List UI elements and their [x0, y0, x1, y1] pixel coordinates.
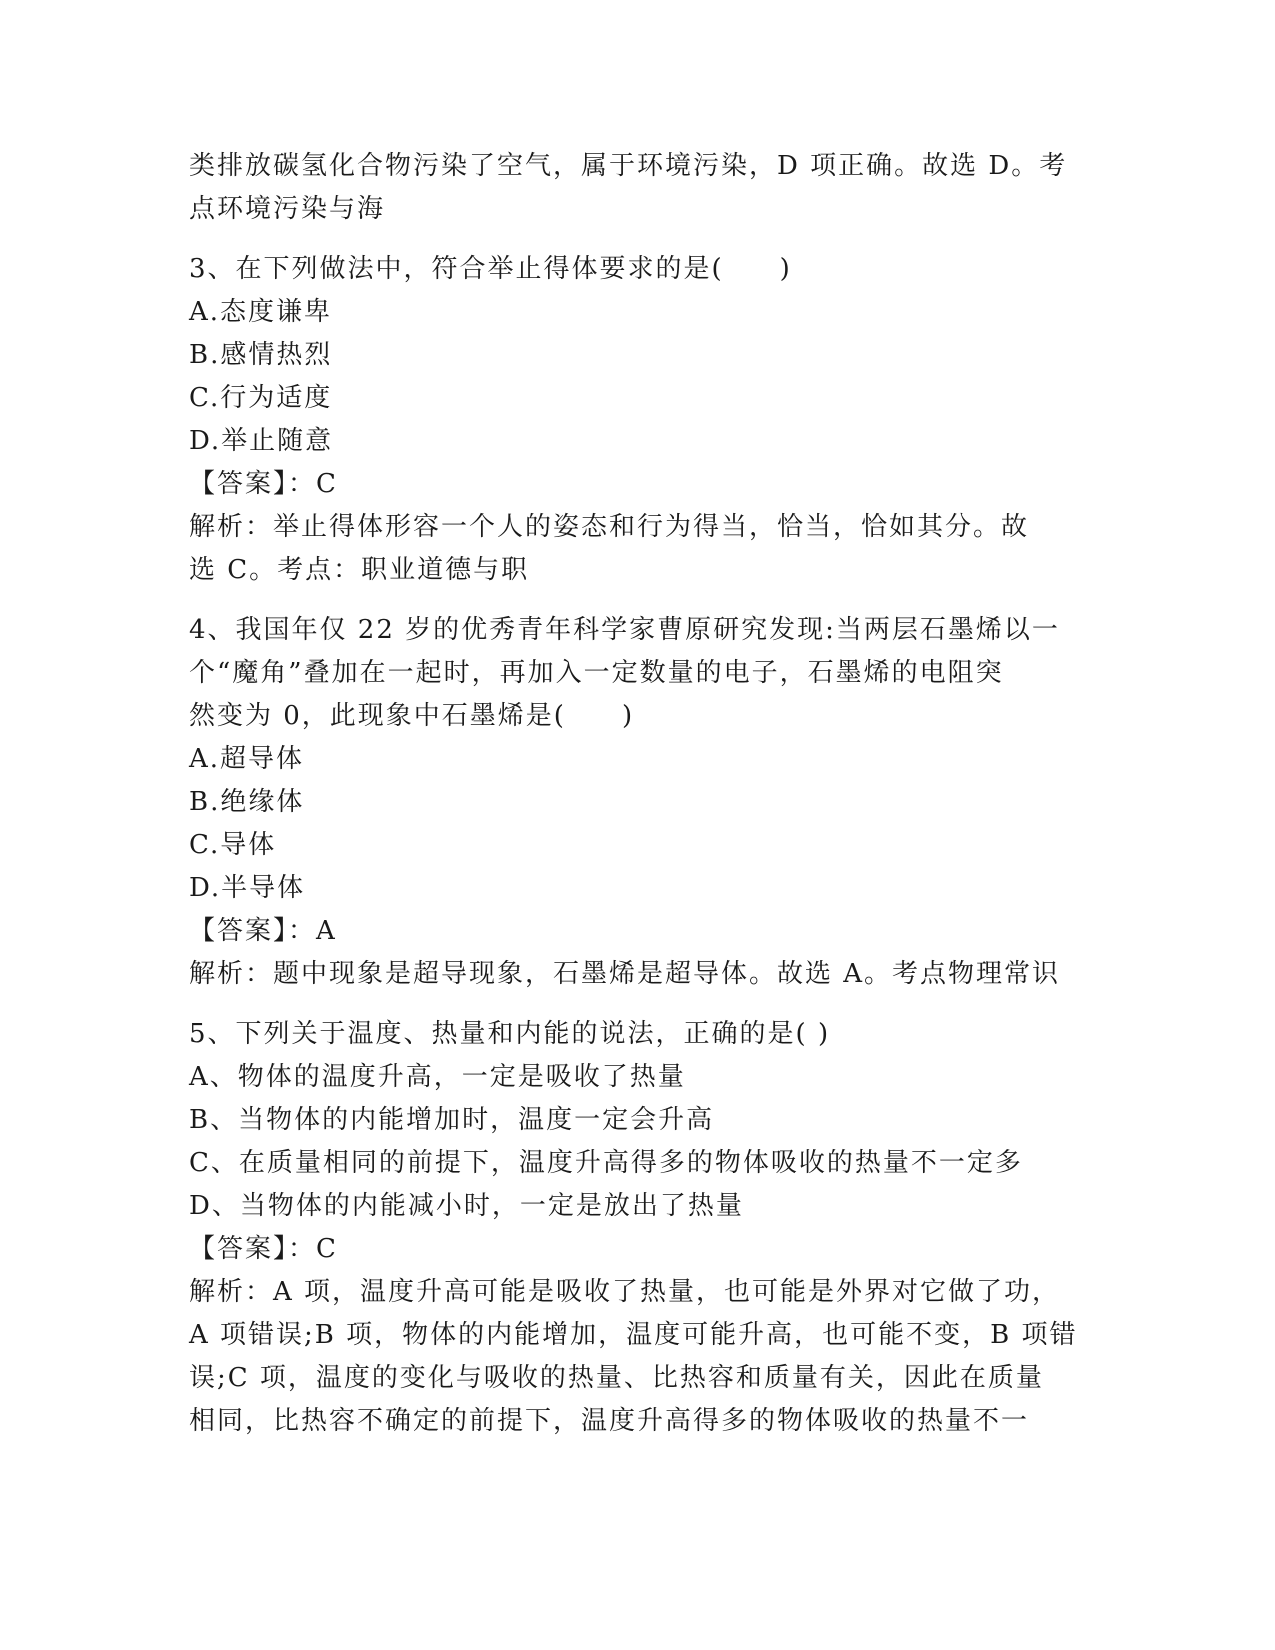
answer-line: 【答案】：C — [189, 1234, 338, 1264]
explanation-line: 误;C 项，温度的变化与吸收的热量、比热容和质量有关，因此在质量 — [189, 1363, 1044, 1393]
question-stem: 个“魔角”叠加在一起时，再加入一定数量的电子，石墨烯的电阻突 — [189, 658, 1004, 688]
option-a: A.态度谦卑 — [189, 297, 333, 327]
question-3 — [189, 248, 1089, 592]
option-c: C、在质量相同的前提下，温度升高得多的物体吸收的热量不一定多 — [189, 1148, 1023, 1178]
option-d: D.半导体 — [189, 873, 306, 903]
question-4 — [189, 609, 1089, 996]
question-5 — [189, 1013, 1089, 1443]
option-b: B、当物体的内能增加时，温度一定会升高 — [189, 1105, 715, 1135]
question-stem: 5、下列关于温度、热量和内能的说法，正确的是( ) — [189, 1019, 831, 1049]
explanation-line: 解析：举止得体形容一个人的姿态和行为得当，恰当，恰如其分。故 — [189, 512, 1030, 542]
option-c: C.行为适度 — [189, 383, 333, 413]
explanation-line: 类排放碳氢化合物污染了空气，属于环境污染，D 项正确。故选 D。考 — [189, 151, 1068, 181]
option-d: D.举止随意 — [189, 426, 334, 456]
option-d: D、当物体的内能减小时，一定是放出了热量 — [189, 1191, 744, 1221]
option-a: A、物体的温度升高，一定是吸收了热量 — [189, 1062, 686, 1092]
option-a: A.超导体 — [189, 744, 305, 774]
option-b: B.感情热烈 — [189, 340, 333, 370]
explanation-line: 选 C。考点：职业道德与职 — [189, 555, 530, 585]
text-block-previous-explanation — [189, 145, 1089, 231]
explanation-line: 点环境污染与海 — [189, 194, 386, 224]
explanation-line: 解析：题中现象是超导现象，石墨烯是超导体。故选 A。考点物理常识 — [189, 959, 1061, 989]
answer-line: 【答案】：C — [189, 469, 338, 499]
question-stem: 然变为 0，此现象中石墨烯是( ) — [189, 701, 635, 731]
document-page — [189, 145, 1089, 1443]
answer-line: 【答案】：A — [189, 916, 337, 946]
explanation-line: A 项错误;B 项，物体的内能增加，温度可能升高，也可能不变，B 项错 — [189, 1320, 1078, 1350]
option-c: C.导体 — [189, 830, 277, 860]
explanation-line: 相同，比热容不确定的前提下，温度升高得多的物体吸收的热量不一 — [189, 1406, 1030, 1436]
question-stem: 3、在下列做法中，符合举止得体要求的是( ) — [189, 254, 792, 284]
option-b: B.绝缘体 — [189, 787, 305, 817]
explanation-line: 解析：A 项，温度升高可能是吸收了热量，也可能是外界对它做了功， — [189, 1277, 1061, 1307]
question-stem: 4、我国年仅 22 岁的优秀青年科学家曹原研究发现:当两层石墨烯以一 — [189, 615, 1060, 645]
